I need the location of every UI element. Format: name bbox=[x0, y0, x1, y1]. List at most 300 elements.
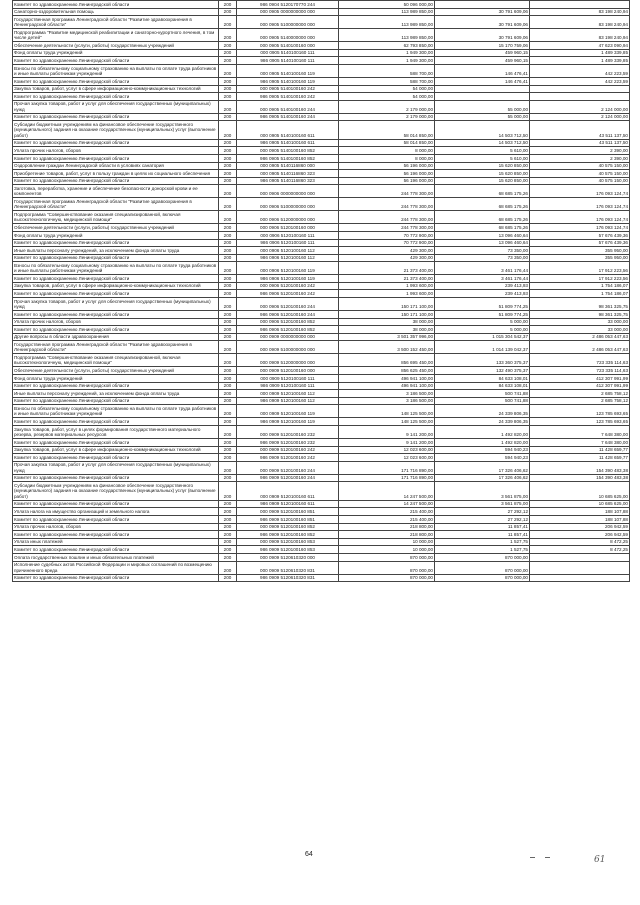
unexecuted-amount: 2 390,00 bbox=[530, 147, 630, 155]
table-row bbox=[13, 29, 630, 42]
scan-mark bbox=[530, 857, 535, 858]
row-name: Государственная программа Ленинградской области "Развитие здравоохранения в Ленинградской области" bbox=[13, 16, 219, 29]
executed-amount: 870 000,00 bbox=[435, 553, 530, 561]
budget-code: 986 0909 5120100160 851 bbox=[237, 515, 339, 523]
budget-code: 000 0905 5140100160 611 bbox=[237, 121, 339, 139]
row-name: Уплата иных платежей bbox=[13, 538, 219, 546]
line-code: 200 bbox=[219, 64, 237, 77]
approved-amount: 9 141 200,00 bbox=[339, 439, 435, 447]
approved-amount: 244 778 300,00 bbox=[339, 185, 435, 198]
line-code: 200 bbox=[219, 298, 237, 311]
table-row bbox=[13, 561, 630, 574]
line-code: 200 bbox=[219, 262, 237, 275]
budget-code: 000 0909 5120100160 112 bbox=[237, 390, 339, 398]
executed-amount: 3 561 875,00 bbox=[435, 500, 530, 508]
unexecuted-amount: 723 335 114,63 bbox=[530, 354, 630, 367]
executed-amount: 500 741,88 bbox=[435, 390, 530, 398]
unexecuted-amount: 40 575 150,00 bbox=[530, 177, 630, 185]
approved-amount: 171 716 890,00 bbox=[339, 474, 435, 482]
budget-code: 000 0906 5120100160 852 bbox=[237, 318, 339, 326]
executed-amount: 1 527,75 bbox=[435, 546, 530, 554]
line-code: 200 bbox=[219, 239, 237, 247]
unexecuted-amount: 123 785 693,65 bbox=[530, 405, 630, 418]
unexecuted-amount: 123 785 693,65 bbox=[530, 418, 630, 426]
approved-amount: 1 993 600,00 bbox=[339, 290, 435, 298]
budget-code: 986 0909 5120100160 244 bbox=[237, 474, 339, 482]
budget-code: 986 0904 5120170770 244 bbox=[237, 1, 339, 9]
executed-amount: 73 350,00 bbox=[435, 247, 530, 255]
table-row bbox=[13, 113, 630, 121]
row-name: Фонд оплаты труда учреждений bbox=[13, 231, 219, 239]
executed-amount: 68 685 175,26 bbox=[435, 224, 530, 232]
line-code: 200 bbox=[219, 282, 237, 290]
budget-code: 986 0906 5120100160 112 bbox=[237, 254, 339, 262]
table-row bbox=[13, 93, 630, 101]
line-code: 200 bbox=[219, 42, 237, 50]
approved-amount: 3 500 152 450,00 bbox=[339, 341, 435, 354]
row-name: Комитет по здравоохранению Ленинградской области bbox=[13, 113, 219, 121]
line-code: 200 bbox=[219, 231, 237, 239]
approved-amount: 10 000,00 bbox=[339, 538, 435, 546]
budget-code: 986 0906 5120100160 119 bbox=[237, 275, 339, 283]
table-row bbox=[13, 8, 630, 16]
approved-amount: 62 793 850,00 bbox=[339, 42, 435, 50]
unexecuted-amount: 47 623 090,94 bbox=[530, 42, 630, 50]
executed-amount: 15 620 850,00 bbox=[435, 177, 530, 185]
budget-code: 986 0905 5140100160 611 bbox=[237, 139, 339, 147]
table-row bbox=[13, 405, 630, 418]
unexecuted-amount: 206 942,59 bbox=[530, 523, 630, 531]
row-name: Уплата налога на имущество организаций и земельного налога bbox=[13, 508, 219, 516]
line-code: 200 bbox=[219, 16, 237, 29]
unexecuted-amount: 43 511 137,50 bbox=[530, 139, 630, 147]
budget-code: 000 0909 5120100160 000 bbox=[237, 367, 339, 375]
executed-amount: 3 461 176,44 bbox=[435, 275, 530, 283]
budget-code: 986 0909 5120100160 611 bbox=[237, 500, 339, 508]
unexecuted-amount: 1 489 339,85 bbox=[530, 57, 630, 65]
row-name: Закупка товаров, работ, услуг в сфере информационно-коммуникационных технологий bbox=[13, 446, 219, 454]
budget-execution-table bbox=[12, 0, 630, 582]
table-row bbox=[13, 85, 630, 93]
budget-code: 000 0906 5120100160 244 bbox=[237, 298, 339, 311]
approved-amount: 1 949 300,00 bbox=[339, 57, 435, 65]
table-row bbox=[13, 231, 630, 239]
row-name: Государственная программа Ленинградской области "Развитие здравоохранения в Ленинградской области" bbox=[13, 341, 219, 354]
table-row bbox=[13, 426, 630, 439]
unexecuted-amount: 188 107,88 bbox=[530, 508, 630, 516]
budget-code: 000 0905 5140000000 000 bbox=[237, 29, 339, 42]
executed-amount: 68 685 175,26 bbox=[435, 185, 530, 198]
executed-amount bbox=[435, 1, 530, 9]
budget-code: 000 0909 5120100160 111 bbox=[237, 375, 339, 383]
row-name: Прочая закупка товаров, работ и услуг для обеспечения государственных (муниципальных) нужд bbox=[13, 100, 219, 113]
approved-amount: 56 196 000,00 bbox=[339, 162, 435, 170]
line-code: 200 bbox=[219, 561, 237, 574]
approved-amount: 870 000,00 bbox=[339, 574, 435, 582]
approved-amount: 429 300,00 bbox=[339, 254, 435, 262]
approved-amount: 148 125 500,00 bbox=[339, 405, 435, 418]
approved-amount: 21 373 400,00 bbox=[339, 262, 435, 275]
unexecuted-amount: 154 390 483,38 bbox=[530, 461, 630, 474]
table-row bbox=[13, 1, 630, 9]
budget-code: 000 0905 5140100160 111 bbox=[237, 49, 339, 57]
page-number: 64 bbox=[305, 851, 313, 858]
row-name: Комитет по здравоохранению Ленинградской области bbox=[13, 382, 219, 390]
budget-code: 986 0909 5120100160 232 bbox=[237, 439, 339, 447]
unexecuted-amount: 176 093 124,74 bbox=[530, 211, 630, 224]
unexecuted-amount: 2 390,00 bbox=[530, 154, 630, 162]
approved-amount: 150 171 100,00 bbox=[339, 311, 435, 319]
table-row bbox=[13, 553, 630, 561]
executed-amount: 17 326 406,62 bbox=[435, 474, 530, 482]
row-name: Другие вопросы в области здравоохранения bbox=[13, 333, 219, 341]
unexecuted-amount: 188 107,88 bbox=[530, 515, 630, 523]
table-row bbox=[13, 531, 630, 539]
line-code: 200 bbox=[219, 326, 237, 334]
approved-amount: 38 000,00 bbox=[339, 318, 435, 326]
executed-amount: 1 527,75 bbox=[435, 538, 530, 546]
executed-amount: 68 685 175,26 bbox=[435, 211, 530, 224]
executed-amount: 500 741,88 bbox=[435, 397, 530, 405]
budget-code: 986 0905 5140116860 323 bbox=[237, 177, 339, 185]
line-code: 200 bbox=[219, 354, 237, 367]
table-row bbox=[13, 446, 630, 454]
row-name: Заготовка, переработка, хранение и обеспечение безопасности донорской крови и ее компонентов bbox=[13, 185, 219, 198]
executed-amount: 15 620 850,00 bbox=[435, 162, 530, 170]
line-code: 200 bbox=[219, 211, 237, 224]
approved-amount: 8 000,00 bbox=[339, 147, 435, 155]
line-code: 200 bbox=[219, 93, 237, 101]
row-name: Взносы по обязательному социальному страхованию на выплаты по оплате труда работников и иные выплаты работникам учреждений bbox=[13, 405, 219, 418]
budget-code: 986 0909 5120100160 242 bbox=[237, 454, 339, 462]
row-name: Закупка товаров, работ, услуг в целях формирования государственного материального резерва, резервов материальных ресурсов bbox=[13, 426, 219, 439]
table-row bbox=[13, 333, 630, 341]
table-row bbox=[13, 49, 630, 57]
row-name: Комитет по здравоохранению Ленинградской области bbox=[13, 275, 219, 283]
executed-amount: 5 610,00 bbox=[435, 147, 530, 155]
executed-amount: 1 015 304 542,37 bbox=[435, 333, 530, 341]
executed-amount: 15 620 850,00 bbox=[435, 170, 530, 178]
row-name: Фонд оплаты труда учреждений bbox=[13, 375, 219, 383]
unexecuted-amount: 83 198 240,94 bbox=[530, 16, 630, 29]
line-code: 200 bbox=[219, 515, 237, 523]
executed-amount: 5 000,00 bbox=[435, 326, 530, 334]
executed-amount: 870 000,00 bbox=[435, 574, 530, 582]
unexecuted-amount bbox=[530, 553, 630, 561]
unexecuted-amount: 355 950,00 bbox=[530, 254, 630, 262]
table-row bbox=[13, 121, 630, 139]
unexecuted-amount: 17 912 223,56 bbox=[530, 262, 630, 275]
approved-amount: 113 989 850,00 bbox=[339, 29, 435, 42]
unexecuted-amount: 57 676 439,36 bbox=[530, 239, 630, 247]
table-row bbox=[13, 154, 630, 162]
table-row bbox=[13, 77, 630, 85]
unexecuted-amount: 176 093 124,74 bbox=[530, 198, 630, 211]
budget-code: 000 0905 0000000000 000 bbox=[237, 8, 339, 16]
approved-amount: 3 186 500,00 bbox=[339, 397, 435, 405]
executed-amount bbox=[435, 93, 530, 101]
table-row bbox=[13, 318, 630, 326]
executed-amount: 3 461 176,44 bbox=[435, 262, 530, 275]
table-row bbox=[13, 574, 630, 582]
unexecuted-amount: 7 648 380,00 bbox=[530, 426, 630, 439]
row-name: Обеспечение деятельности (услуги, работы) государственных учреждений bbox=[13, 224, 219, 232]
unexecuted-amount: 8 472,25 bbox=[530, 538, 630, 546]
line-code: 200 bbox=[219, 390, 237, 398]
approved-amount: 54 000,00 bbox=[339, 85, 435, 93]
scan-mark bbox=[545, 857, 550, 858]
approved-amount: 3 186 500,00 bbox=[339, 390, 435, 398]
approved-amount: 1 949 300,00 bbox=[339, 49, 435, 57]
table-row bbox=[13, 500, 630, 508]
unexecuted-amount: 2 685 758,12 bbox=[530, 390, 630, 398]
unexecuted-amount bbox=[530, 85, 630, 93]
budget-code: 000 0909 0000000000 000 bbox=[237, 333, 339, 341]
approved-amount: 9 141 200,00 bbox=[339, 426, 435, 439]
table-row bbox=[13, 42, 630, 50]
budget-code: 000 0909 5120610320 000 bbox=[237, 553, 339, 561]
executed-amount: 55 000,00 bbox=[435, 113, 530, 121]
row-name: Подпрограмма "Развитие медицинской реабилитации и санаторно-курортного лечения, в том числе детей" bbox=[13, 29, 219, 42]
unexecuted-amount: 40 575 150,00 bbox=[530, 170, 630, 178]
executed-amount: 133 360 375,37 bbox=[435, 354, 530, 367]
executed-amount: 1 492 820,00 bbox=[435, 439, 530, 447]
line-code: 200 bbox=[219, 482, 237, 500]
approved-amount: 50 096 000,00 bbox=[339, 1, 435, 9]
row-name: Комитет по здравоохранению Ленинградской области bbox=[13, 290, 219, 298]
line-code: 200 bbox=[219, 290, 237, 298]
approved-amount: 856 695 450,00 bbox=[339, 354, 435, 367]
line-code: 200 bbox=[219, 162, 237, 170]
row-name: Подпрограмма "Совершенствование оказания специализированной, включая высокотехнологичную, медицинской помощи" bbox=[13, 211, 219, 224]
row-name: Уплата прочих налогов, сборов bbox=[13, 318, 219, 326]
table-row bbox=[13, 162, 630, 170]
unexecuted-amount: 412 307 991,99 bbox=[530, 382, 630, 390]
approved-amount: 856 625 450,00 bbox=[339, 367, 435, 375]
budget-code: 000 0906 5120100160 242 bbox=[237, 282, 339, 290]
table-row bbox=[13, 139, 630, 147]
unexecuted-amount: 355 950,00 bbox=[530, 247, 630, 255]
approved-amount: 14 247 500,00 bbox=[339, 500, 435, 508]
row-name: Фонд оплаты труда учреждений bbox=[13, 49, 219, 57]
line-code: 200 bbox=[219, 275, 237, 283]
line-code: 200 bbox=[219, 461, 237, 474]
line-code: 200 bbox=[219, 574, 237, 582]
budget-code: 986 0906 5120100160 242 bbox=[237, 290, 339, 298]
row-name: Обеспечение деятельности (услуги, работы) государственных учреждений bbox=[13, 42, 219, 50]
unexecuted-amount: 11 428 659,77 bbox=[530, 446, 630, 454]
row-name: Комитет по здравоохранению Ленинградской области bbox=[13, 326, 219, 334]
approved-amount: 38 000,00 bbox=[339, 326, 435, 334]
line-code: 200 bbox=[219, 508, 237, 516]
unexecuted-amount: 412 307 991,99 bbox=[530, 375, 630, 383]
line-code: 200 bbox=[219, 177, 237, 185]
line-code: 200 bbox=[219, 154, 237, 162]
table-row bbox=[13, 198, 630, 211]
table-row bbox=[13, 57, 630, 65]
budget-code: 000 0909 5120000000 000 bbox=[237, 354, 339, 367]
line-code: 200 bbox=[219, 446, 237, 454]
budget-code: 000 0909 5120100160 119 bbox=[237, 405, 339, 418]
approved-amount: 10 000,00 bbox=[339, 546, 435, 554]
row-name: Комитет по здравоохранению Ленинградской области bbox=[13, 254, 219, 262]
table-row bbox=[13, 185, 630, 198]
approved-amount: 3 501 357 996,00 bbox=[339, 333, 435, 341]
row-name: Иные выплаты персоналу учреждений, за исключением фонда оплаты труда bbox=[13, 390, 219, 398]
unexecuted-amount: 33 000,00 bbox=[530, 318, 630, 326]
budget-code: 000 0909 5120100160 232 bbox=[237, 426, 339, 439]
executed-amount bbox=[435, 85, 530, 93]
budget-code: 000 0905 5140100160 119 bbox=[237, 64, 339, 77]
table-row bbox=[13, 508, 630, 516]
line-code: 200 bbox=[219, 318, 237, 326]
budget-code: 000 0909 5120100160 851 bbox=[237, 508, 339, 516]
row-name: Комитет по здравоохранению Ленинградской области bbox=[13, 154, 219, 162]
approved-amount: 21 373 400,00 bbox=[339, 275, 435, 283]
table-row bbox=[13, 100, 630, 113]
approved-amount: 56 196 000,00 bbox=[339, 177, 435, 185]
executed-amount: 239 413,93 bbox=[435, 290, 530, 298]
executed-amount: 239 413,93 bbox=[435, 282, 530, 290]
budget-code: 986 0909 5120100160 852 bbox=[237, 531, 339, 539]
budget-code: 986 0905 5140100160 242 bbox=[237, 93, 339, 101]
budget-code: 000 0906 5100000000 000 bbox=[237, 198, 339, 211]
line-code: 200 bbox=[219, 426, 237, 439]
budget-code: 000 0906 5120000000 000 bbox=[237, 211, 339, 224]
row-name: Комитет по здравоохранению Ленинградской области bbox=[13, 454, 219, 462]
table-row bbox=[13, 341, 630, 354]
line-code: 200 bbox=[219, 311, 237, 319]
executed-amount: 27 292,12 bbox=[435, 508, 530, 516]
approved-amount: 171 716 890,00 bbox=[339, 461, 435, 474]
budget-code: 000 0905 5140116860 000 bbox=[237, 162, 339, 170]
table-row bbox=[13, 239, 630, 247]
line-code: 200 bbox=[219, 121, 237, 139]
budget-code: 000 0909 5120610320 831 bbox=[237, 561, 339, 574]
table-row bbox=[13, 16, 630, 29]
approved-amount: 244 778 300,00 bbox=[339, 198, 435, 211]
unexecuted-amount: 83 198 240,94 bbox=[530, 8, 630, 16]
executed-amount: 14 503 712,50 bbox=[435, 121, 530, 139]
executed-amount: 24 339 806,35 bbox=[435, 418, 530, 426]
executed-amount: 55 000,00 bbox=[435, 100, 530, 113]
unexecuted-amount bbox=[530, 93, 630, 101]
unexecuted-amount: 8 472,25 bbox=[530, 546, 630, 554]
unexecuted-amount: 2 486 053 447,63 bbox=[530, 333, 630, 341]
table-row bbox=[13, 211, 630, 224]
executed-amount: 15 170 759,06 bbox=[435, 42, 530, 50]
line-code: 200 bbox=[219, 254, 237, 262]
line-code: 200 bbox=[219, 454, 237, 462]
approved-amount: 588 700,00 bbox=[339, 64, 435, 77]
table-row bbox=[13, 367, 630, 375]
unexecuted-amount: 176 093 124,74 bbox=[530, 224, 630, 232]
approved-amount: 218 800,00 bbox=[339, 523, 435, 531]
line-code: 200 bbox=[219, 8, 237, 16]
line-code: 200 bbox=[219, 553, 237, 561]
table-row bbox=[13, 461, 630, 474]
executed-amount: 594 940,23 bbox=[435, 446, 530, 454]
executed-amount: 73 350,00 bbox=[435, 254, 530, 262]
table-row bbox=[13, 474, 630, 482]
budget-code: 986 0909 5120100160 853 bbox=[237, 546, 339, 554]
executed-amount: 1 014 139 042,37 bbox=[435, 341, 530, 354]
row-name: Прочая закупка товаров, работ и услуг для обеспечения государственных (муниципальных) нужд bbox=[13, 461, 219, 474]
executed-amount: 11 857,41 bbox=[435, 523, 530, 531]
table-row bbox=[13, 375, 630, 383]
line-code: 200 bbox=[219, 538, 237, 546]
approved-amount: 8 000,00 bbox=[339, 154, 435, 162]
unexecuted-amount: 154 390 483,38 bbox=[530, 474, 630, 482]
executed-amount: 459 960,15 bbox=[435, 49, 530, 57]
table-row bbox=[13, 170, 630, 178]
line-code: 200 bbox=[219, 405, 237, 418]
row-name: Прочая закупка товаров, работ и услуг для обеспечения государственных (муниципальных) нужд bbox=[13, 298, 219, 311]
table-row bbox=[13, 254, 630, 262]
table-row bbox=[13, 275, 630, 283]
budget-code: 000 0905 5140100160 242 bbox=[237, 85, 339, 93]
budget-code: 986 0905 5140100160 244 bbox=[237, 113, 339, 121]
table-row bbox=[13, 326, 630, 334]
handwritten-page-mark: 61 bbox=[594, 855, 606, 865]
line-code: 200 bbox=[219, 382, 237, 390]
row-name: Комитет по здравоохранению Ленинградской области bbox=[13, 311, 219, 319]
approved-amount: 496 941 100,00 bbox=[339, 382, 435, 390]
approved-amount: 215 400,00 bbox=[339, 515, 435, 523]
unexecuted-amount: 98 361 325,75 bbox=[530, 311, 630, 319]
table-row bbox=[13, 282, 630, 290]
table-row bbox=[13, 177, 630, 185]
unexecuted-amount: 98 361 325,75 bbox=[530, 298, 630, 311]
executed-amount: 51 809 774,25 bbox=[435, 298, 530, 311]
approved-amount: 58 014 850,00 bbox=[339, 139, 435, 147]
row-name: Субсидии бюджетным учреждениям на финансовое обеспечение государственного (муниципального) задания на оказание государственных (муниципальных) услуг (выполнение работ) bbox=[13, 121, 219, 139]
table-row bbox=[13, 298, 630, 311]
unexecuted-amount: 43 511 137,50 bbox=[530, 121, 630, 139]
line-code: 200 bbox=[219, 139, 237, 147]
budget-code: 000 0909 5120100160 242 bbox=[237, 446, 339, 454]
approved-amount: 870 000,00 bbox=[339, 553, 435, 561]
budget-code: 000 0906 5120100160 111 bbox=[237, 231, 339, 239]
unexecuted-amount: 2 124 000,00 bbox=[530, 100, 630, 113]
row-name: Комитет по здравоохранению Ленинградской области bbox=[13, 93, 219, 101]
line-code: 200 bbox=[219, 375, 237, 383]
approved-amount: 429 300,00 bbox=[339, 247, 435, 255]
table-row bbox=[13, 382, 630, 390]
approved-amount: 244 778 300,00 bbox=[339, 224, 435, 232]
table-row bbox=[13, 538, 630, 546]
unexecuted-amount: 40 575 150,00 bbox=[530, 162, 630, 170]
approved-amount: 12 023 600,00 bbox=[339, 454, 435, 462]
budget-code: 986 0905 5140100160 111 bbox=[237, 57, 339, 65]
budget-code: 986 0909 5120100160 111 bbox=[237, 382, 339, 390]
budget-code: 000 0905 5140100160 852 bbox=[237, 147, 339, 155]
row-name: Закупка товаров, работ, услуг в сфере информационно-коммуникационных технологий bbox=[13, 282, 219, 290]
budget-code: 986 0905 5140100160 119 bbox=[237, 77, 339, 85]
row-name: Комитет по здравоохранению Ленинградской области bbox=[13, 239, 219, 247]
approved-amount: 1 993 600,00 bbox=[339, 282, 435, 290]
line-code: 200 bbox=[219, 170, 237, 178]
row-name: Комитет по здравоохранению Ленинградской области bbox=[13, 439, 219, 447]
line-code: 200 bbox=[219, 185, 237, 198]
budget-code: 000 0905 5140100160 000 bbox=[237, 42, 339, 50]
row-name: Комитет по здравоохранению Ленинградской области bbox=[13, 474, 219, 482]
budget-code: 000 0906 5120100160 119 bbox=[237, 262, 339, 275]
unexecuted-amount: 2 124 000,00 bbox=[530, 113, 630, 121]
approved-amount: 113 989 850,00 bbox=[339, 16, 435, 29]
row-name: Санаторно-оздоровительная помощь bbox=[13, 8, 219, 16]
unexecuted-amount: 57 676 439,36 bbox=[530, 231, 630, 239]
